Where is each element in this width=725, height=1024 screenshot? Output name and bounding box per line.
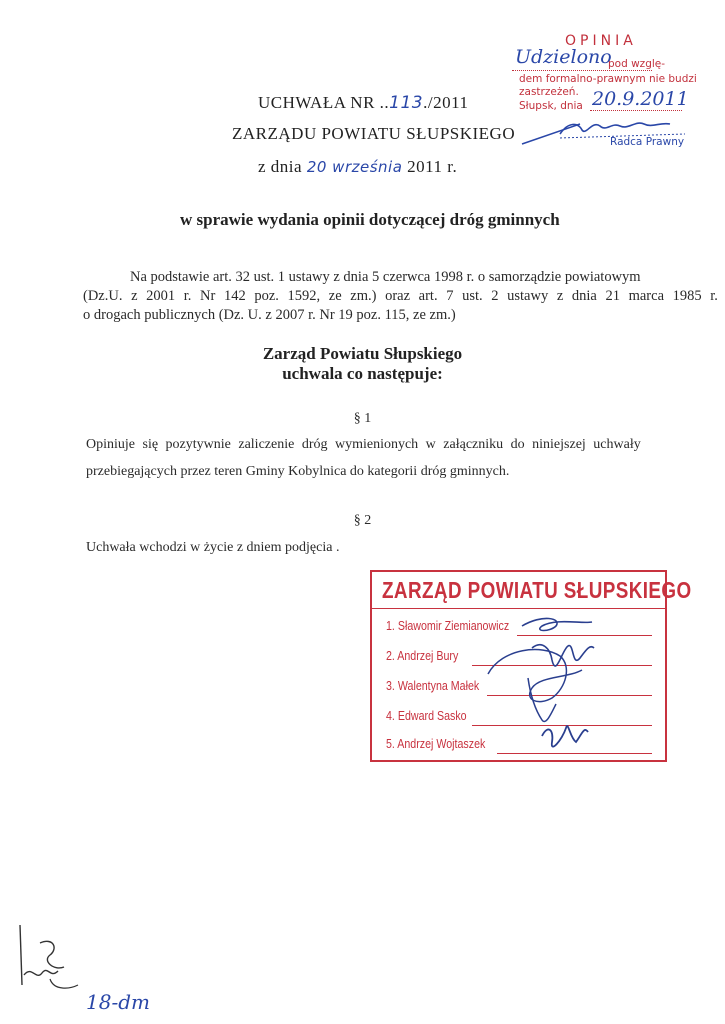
section-2-mark: § 2	[353, 513, 372, 528]
opinion-line-3: zastrzeżeń.	[519, 86, 579, 98]
opinion-line-2: dem formalno-prawnym nie budzi	[519, 73, 697, 85]
opinion-handwritten-word: Udzielono	[515, 46, 612, 68]
resolution-number-handwritten: 113	[389, 93, 424, 113]
resolves-line-2: uchwala co następuje:	[282, 364, 443, 383]
opinion-date-handwritten: 20.9.2011	[592, 88, 689, 110]
date-prefix: z dnia	[258, 157, 303, 176]
board-signatures	[472, 608, 662, 758]
resolves-line-1: Zarząd Powiatu Słupskiego	[262, 344, 463, 363]
section-1-line-2: przebiegających przez teren Gminy Kobylnica do kategorii dróg gminnych.	[86, 464, 510, 479]
board-stamp	[370, 570, 692, 762]
opinion-signature-caption: Radca Prawny	[610, 136, 685, 148]
board-name: ZARZĄDU POWIATU SŁUPSKIEGO	[232, 124, 516, 143]
board-member-4: 4. Edward Sasko	[386, 708, 467, 723]
legal-basis-line-1: Na podstawie art. 32 ust. 1 ustawy z dnia 5 czerwca 1998 r. o samorządzie powiatowym	[130, 269, 641, 285]
legal-basis-line-2: (Dz.U. z 2001 r. Nr 142 poz. 1592, ze zm.) oraz art. 7 ust. 2 ustawy z dnia 21 marca 1985 r.	[83, 288, 718, 304]
footer-handwritten-note: 18-dm	[86, 990, 150, 1014]
board-stamp-title: ZARZĄD POWIATU SŁUPSKIEGO	[382, 577, 692, 603]
resolution-date-line	[258, 157, 457, 177]
resolution-subject: w sprawie wydania opinii dotyczącej dróg gminnych	[180, 210, 560, 229]
opinion-date-line	[590, 110, 682, 111]
board-member-3: 3. Walentyna Małek	[386, 678, 480, 693]
resolution-title-prefix: UCHWAŁA NR ..	[258, 93, 390, 112]
section-1-line-1: Opiniuje się pozytywnie zaliczenie dróg wymienionych w załączniku do niniejszej uchwały	[86, 437, 641, 452]
board-member-5: 5. Andrzej Wojtaszek	[386, 736, 486, 751]
opinion-place-label: Słupsk, dnia	[519, 100, 583, 112]
legal-basis-line-3: o drogach publicznych (Dz. U. z 2007 r. Nr 19 poz. 115, ze zm.)	[83, 307, 456, 323]
opinion-stamp-title: OPINIA	[565, 33, 637, 49]
resolution-title-suffix: ./2011	[423, 93, 469, 112]
board-member-1: 1. Sławomir Ziemianowicz	[386, 618, 510, 633]
board-member-2: 2. Andrzej Bury	[386, 648, 459, 663]
date-suffix: 2011 r.	[407, 157, 458, 176]
resolution-number-line	[258, 93, 468, 113]
opinion-line-1: pod wzglę-	[608, 58, 666, 70]
section-1-mark: § 1	[353, 411, 372, 426]
section-2-line-1: Uchwała wchodzi w życie z dniem podjęcia .	[86, 540, 340, 555]
date-handwritten: 20 września	[306, 158, 403, 176]
